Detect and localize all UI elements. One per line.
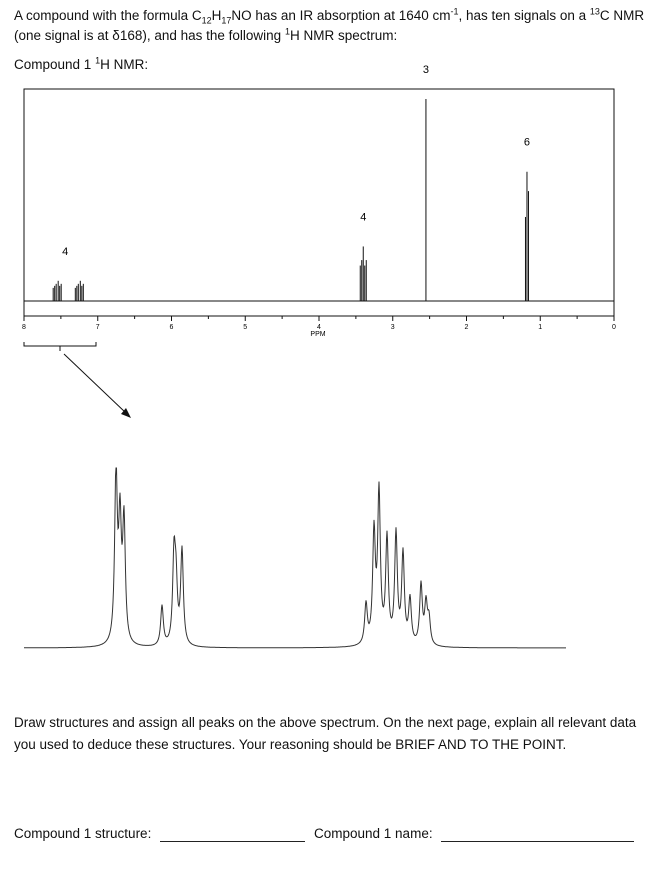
expansion-trace [24,468,566,648]
caption-mass: 1 [95,55,101,66]
structure-label: Compound 1 structure: [14,826,152,841]
x-tick-label: 6 [169,324,174,331]
aromatic-expansion [24,468,566,648]
question-text-part2: NO has an IR absorption at 1640 cm [231,8,451,23]
x-tick-label: 8 [22,324,26,331]
question-text-part4: C NMR [599,8,645,23]
question-text-part3: , has ten signals on a [458,8,590,23]
hydrogen-count: 17 [221,15,232,26]
carbon-count: 12 [201,15,212,26]
x-tick-label: 5 [243,324,248,331]
integration-label: 4 [62,245,69,258]
peak [525,172,528,301]
peak [53,281,61,301]
c13-mass: 13 [589,6,600,17]
integration-label: 6 [523,136,531,149]
ir-exponent: -1 [450,6,459,17]
x-axis [22,316,616,331]
x-tick-label: 4 [317,324,321,331]
peak-set [53,99,531,301]
name-answer-line[interactable] [441,841,634,842]
integration-labels [62,64,530,258]
x-tick-label: 7 [95,324,100,331]
expansion-bracket [24,342,96,351]
question-line2-text: (one signal is at δ168), and has the following [14,28,285,43]
x-axis-label: PPM [310,331,326,338]
integration-label: 4 [360,211,367,224]
x-tick-label: 1 [538,324,543,331]
integration-label: 3 [422,64,429,76]
x-tick-label: 3 [390,324,395,331]
h1-mass: 1 [284,26,290,37]
peak [75,281,83,301]
instructions-line-2: you used to deduce these structures. Your reasoning should be BRIEF AND TO THE POINT. [14,737,567,752]
name-label: Compound 1 name: [314,826,433,841]
main-spectrum [22,64,616,338]
x-tick-label: 0 [612,324,616,331]
question-text-part1: A compound with the formula C [14,8,202,23]
peak [360,246,366,301]
caption-suffix: H NMR: [100,57,149,72]
expansion-arrow-line [64,354,126,413]
instructions-line-1: Draw structures and assign all peaks on the above spectrum. On the next page, explain all relevant data [14,715,637,730]
x-tick-label: 2 [464,324,469,331]
question-line2-end: H NMR spectrum: [289,28,398,43]
caption-prefix: Compound 1 [14,57,96,72]
structure-answer-line[interactable] [160,841,305,842]
hydrogen-symbol: H [211,8,222,23]
